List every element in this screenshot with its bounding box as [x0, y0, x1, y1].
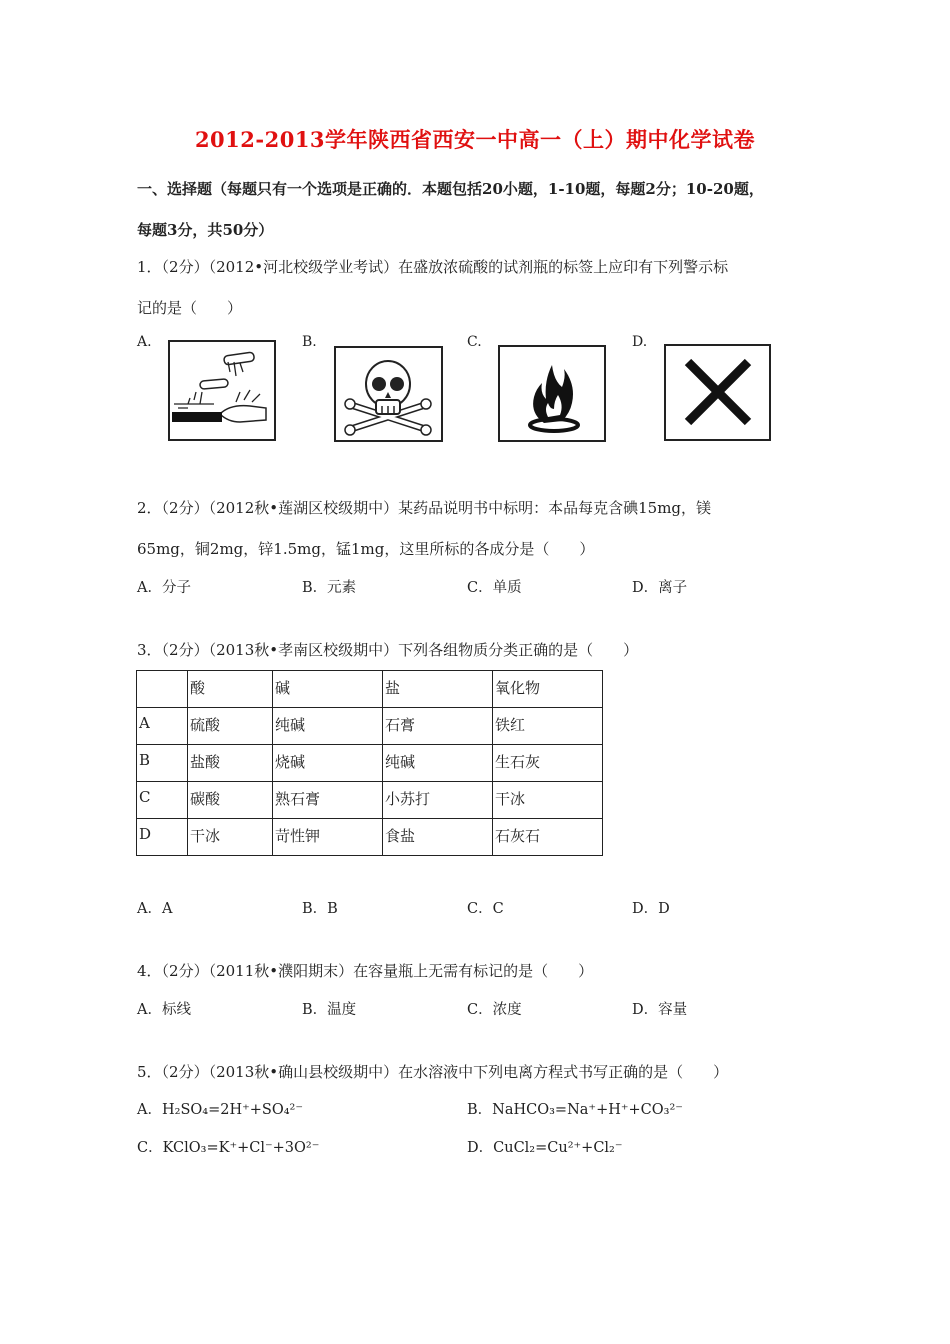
q5-option-b[interactable]: [467, 1098, 683, 1119]
table-cell: 烧碱: [273, 745, 383, 782]
q4-stem: 4．（2分）（2011秋•濮阳期末）在容量瓶上无需有标记的是（ ）: [137, 962, 594, 980]
q1-option-c-label: C.: [467, 334, 482, 350]
q2-option-c[interactable]: C．单质: [467, 580, 522, 596]
table-row: [137, 708, 603, 745]
q3-option-c[interactable]: C．C: [467, 901, 504, 917]
skull-crossbones-icon: [334, 346, 443, 442]
corrosive-icon: [168, 340, 276, 441]
q5-option-c-label: C．: [137, 1140, 163, 1156]
table-cell: D: [137, 819, 188, 856]
q4-option-c[interactable]: C．浓度: [467, 1002, 522, 1018]
table-cell: B: [137, 745, 188, 782]
table-cell: 盐酸: [188, 745, 273, 782]
q2-option-d[interactable]: D．离子: [632, 580, 688, 596]
q5-option-d[interactable]: [467, 1136, 623, 1157]
table-header-cell: [137, 671, 188, 708]
q5-option-b-label: B．: [467, 1102, 493, 1118]
q2-option-a[interactable]: A．分子: [137, 580, 191, 596]
table-cell: 硫酸: [188, 708, 273, 745]
q1-option-d-label: D.: [632, 334, 648, 350]
table-cell: 小苏打: [383, 782, 493, 819]
table-cell: 碳酸: [188, 782, 273, 819]
q1-stem-line2: 记的是（ ）: [137, 299, 243, 317]
table-cell: 铁红: [493, 708, 603, 745]
q5-option-d-label: D．: [467, 1140, 494, 1156]
q1-option-b-label: B.: [302, 334, 317, 350]
q2-stem-line2: 65mg，铜2mg，锌1.5mg，锰1mg，这里所标的各成分是（ ）: [137, 540, 595, 558]
q3-option-a[interactable]: A．A: [137, 901, 173, 917]
table-header-cell: 酸: [188, 671, 273, 708]
table-cell: 石膏: [383, 708, 493, 745]
table-cell: 苛性钾: [273, 819, 383, 856]
q5-option-c[interactable]: [137, 1136, 319, 1157]
q2-option-b[interactable]: B．元素: [302, 580, 357, 596]
q5-option-a-label: A．: [137, 1102, 162, 1118]
table-header-cell: 氧化物: [493, 671, 603, 708]
page-title: 2012-2013学年陕西省西安一中高一（上）期中化学试卷: [194, 127, 756, 152]
table-cell: 石灰石: [493, 819, 603, 856]
flame-icon: [498, 345, 606, 442]
table-cell: C: [137, 782, 188, 819]
harmful-x-icon: [664, 344, 771, 441]
classification-table: [136, 670, 603, 856]
q1-option-a-label: A.: [137, 334, 152, 350]
q3-stem: 3．（2分）（2013秋•孝南区校级期中）下列各组物质分类正确的是（ ）: [137, 641, 639, 659]
q1-stem-line1: 1．（2分）（2012•河北校级学业考试）在盛放浓硫酸的试剂瓶的标签上应印有下列警示标: [137, 258, 729, 276]
table-header-cell: 碱: [273, 671, 383, 708]
q2-stem-line1: 2．（2分）（2012秋•莲湖区校级期中）某药品说明书中标明：本品每克含碘15mg，镁: [137, 499, 712, 517]
q5-option-a-equation: H₂SO₄=2H⁺+SO₄²⁻: [161, 1102, 303, 1118]
q5-option-c-equation: KClO₃=K⁺+Cl⁻+3O²⁻: [162, 1140, 320, 1156]
table-row: [137, 819, 603, 856]
table-cell: 熟石膏: [273, 782, 383, 819]
table-header-row: [137, 671, 603, 708]
q5-option-d-equation: CuCl₂=Cu²⁺+Cl₂⁻: [493, 1140, 623, 1156]
table-cell: A: [137, 708, 188, 745]
q4-option-b[interactable]: B．温度: [302, 1002, 357, 1018]
section-instructions-line2: 每题3分，共50分）: [137, 221, 274, 239]
table-cell: 干冰: [188, 819, 273, 856]
table-cell: 干冰: [493, 782, 603, 819]
table-cell: 食盐: [383, 819, 493, 856]
q4-option-d[interactable]: D．容量: [632, 1002, 688, 1018]
table-cell: 生石灰: [493, 745, 603, 782]
table-row: [137, 745, 603, 782]
table-header-cell: 盐: [383, 671, 493, 708]
q4-option-a[interactable]: A．标线: [137, 1002, 191, 1018]
table-cell: 纯碱: [273, 708, 383, 745]
q3-option-d[interactable]: D．D: [632, 901, 670, 917]
q3-option-b[interactable]: B．B: [302, 901, 338, 917]
section-instructions-line1: 一、选择题（每题只有一个选项是正确的．本题包括20小题，1-10题，每题2分；10-20题，: [137, 180, 764, 198]
q5-stem: 5．（2分）（2013秋•确山县校级期中）在水溶液中下列电离方程式书写正确的是（ ）: [137, 1063, 729, 1081]
table-cell: 纯碱: [383, 745, 493, 782]
table-row: [137, 782, 603, 819]
q5-option-b-equation: NaHCO₃=Na⁺+H⁺+CO₃²⁻: [492, 1102, 683, 1118]
q5-option-a[interactable]: [137, 1098, 303, 1119]
